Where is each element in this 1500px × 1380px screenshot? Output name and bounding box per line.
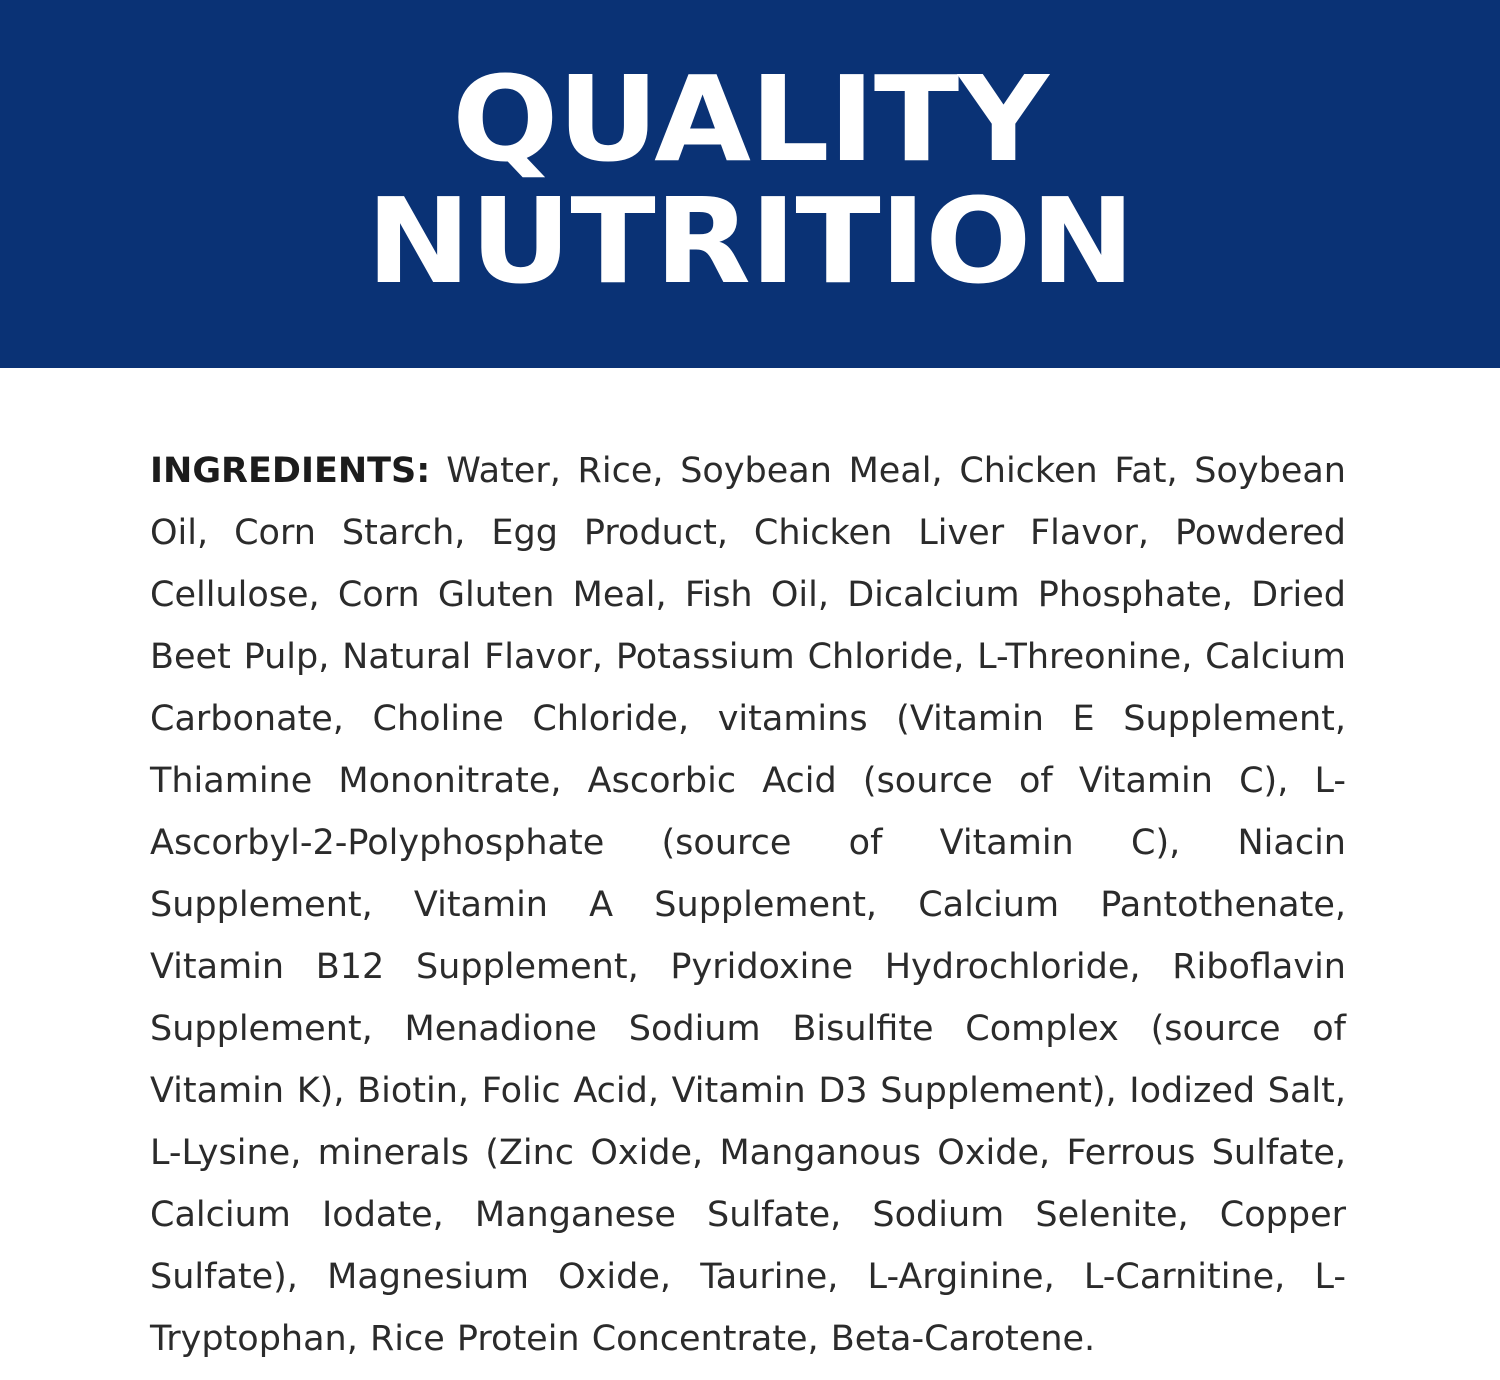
ingredients-section — [150, 440, 1346, 1370]
ingredients-paragraph — [150, 440, 1346, 1370]
ingredients-label: INGREDIENTS: — [150, 451, 431, 491]
quality-nutrition-banner — [0, 0, 1500, 368]
ingredients-text: Water, Rice, Soybean Meal, Chicken Fat, Soybean Oil, Corn Starch, Egg Product, Chicken Liver Flavor, Powdered Cellulose, Corn Gluten Meal, Fish Oil, Dicalcium Phosphate, Dried Beet Pulp, Natural Flavor, Potassium Chloride, L-Threonine, Calcium Carbonate, Choline Chloride, vitamins (Vitamin E Supplement, Thiamine Mononitrate, Ascorbic Acid (source of Vitamin C), L-Ascorbyl-2-Polyphosphate (source of Vitamin C), Niacin Supplement, Vitamin A Supplement, Calcium Pantothenate, Vitamin B12 Supplement, Pyridoxine Hydrochloride, Riboflavin Supplement, Menadione Sodium Bisulfite Complex (source of Vitamin K), Biotin, Folic Acid, Vitamin D3 Supplement), Iodized Salt, L-Lysine, minerals (Zinc Oxide, Manganous Oxide, Ferrous Sulfate, Calcium Iodate, Manganese Sulfate, Sodium Selenite, Copper Sulfate), Magnesium Oxide, Taurine, L-Arginine, L-Carnitine, L-Tryptophan, Rice Protein Concentrate, Beta-Carotene. — [150, 451, 1346, 1359]
banner-heading-line-1: QUALITY — [452, 50, 1048, 189]
banner-heading-line-2: NUTRITION — [366, 172, 1134, 310]
